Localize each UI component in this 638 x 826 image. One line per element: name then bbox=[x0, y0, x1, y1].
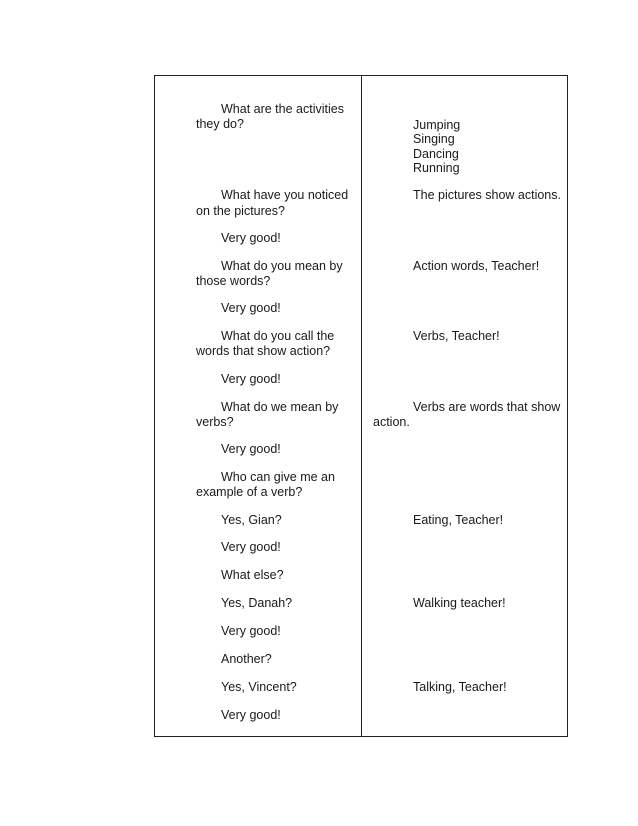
pupil-line: Verbs, Teacher! bbox=[413, 329, 500, 343]
teacher-line: Yes, Vincent? bbox=[221, 680, 297, 694]
pupil-line: Singing bbox=[413, 132, 455, 146]
teacher-line: example of a verb? bbox=[196, 485, 303, 499]
teacher-line: What do you call the bbox=[221, 329, 335, 343]
teacher-line: What have you noticed bbox=[221, 188, 349, 202]
column-divider bbox=[361, 76, 362, 736]
pupil-line: Running bbox=[413, 161, 460, 175]
pupil-line: The pictures show actions. bbox=[413, 188, 561, 202]
teacher-line: What else? bbox=[221, 568, 284, 582]
teacher-line: Very good! bbox=[221, 442, 281, 456]
teacher-line: What do we mean by bbox=[221, 400, 339, 414]
pupil-line: Action words, Teacher! bbox=[413, 259, 540, 273]
teacher-line: Yes, Gian? bbox=[221, 513, 282, 527]
teacher-line: Very good! bbox=[221, 540, 281, 554]
teacher-line: What are the activities bbox=[221, 102, 344, 116]
teacher-line: Very good! bbox=[221, 301, 281, 315]
teacher-line: words that show action? bbox=[196, 344, 331, 358]
teacher-line: those words? bbox=[196, 274, 271, 288]
teacher-line: Another? bbox=[221, 652, 272, 666]
teacher-line: they do? bbox=[196, 117, 244, 131]
pupil-line: Jumping bbox=[413, 118, 461, 132]
teacher-line: Very good! bbox=[221, 624, 281, 638]
teacher-line: on the pictures? bbox=[196, 204, 285, 218]
dialogue-table bbox=[154, 75, 568, 737]
pupil-line: Eating, Teacher! bbox=[413, 513, 504, 527]
teacher-line: What do you mean by bbox=[221, 259, 343, 273]
teacher-line: Yes, Danah? bbox=[221, 596, 293, 610]
pupil-line: Verbs are words that show bbox=[413, 400, 561, 414]
pupil-line: Walking teacher! bbox=[413, 596, 506, 610]
pupil-line: action. bbox=[373, 415, 410, 429]
teacher-line: Very good! bbox=[221, 231, 281, 245]
teacher-line: Very good! bbox=[221, 708, 281, 722]
pupil-line: Talking, Teacher! bbox=[413, 680, 507, 694]
teacher-line: Who can give me an bbox=[221, 470, 335, 484]
pupil-line: Dancing bbox=[413, 147, 459, 161]
teacher-line: verbs? bbox=[196, 415, 234, 429]
teacher-line: Very good! bbox=[221, 372, 281, 386]
